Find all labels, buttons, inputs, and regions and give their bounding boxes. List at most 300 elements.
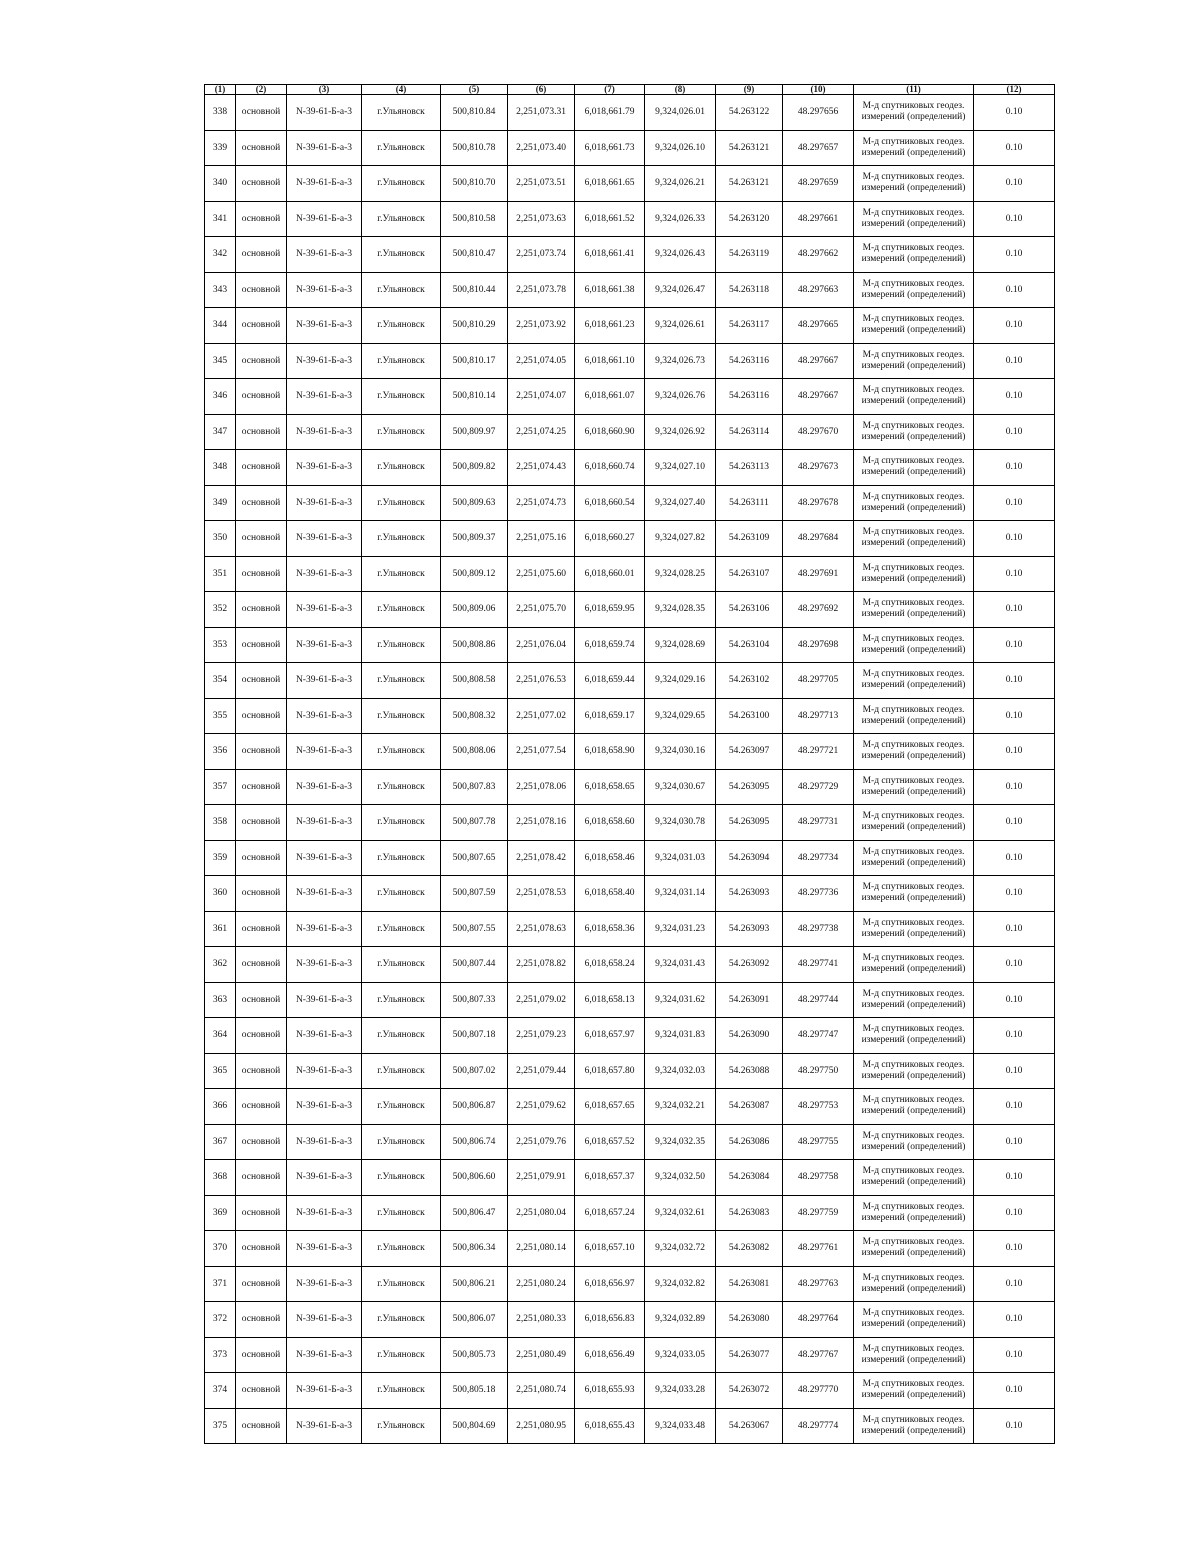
cell-coord-y: 2,251,079.44	[508, 1053, 575, 1089]
cell-longitude: 48.297656	[783, 95, 854, 131]
cell-coord-x: 500,808.86	[441, 627, 508, 663]
cell-latitude: 54.263082	[716, 1231, 783, 1267]
cell-longitude: 48.297661	[783, 201, 854, 237]
cell-point-type: основной	[236, 379, 287, 415]
cell-coord-x2: 6,018,661.73	[575, 130, 645, 166]
cell-accuracy: 0.10	[974, 1373, 1055, 1409]
cell-point-type: основной	[236, 734, 287, 770]
cell-coord-x2: 6,018,661.23	[575, 308, 645, 344]
cell-method: М-д спутниковых геодез. измерений (определений)	[854, 95, 974, 131]
cell-coord-y: 2,251,073.92	[508, 308, 575, 344]
cell-map-sheet: N-39-61-Б-а-3	[287, 130, 362, 166]
cell-locality: г.Ульяновск	[362, 592, 441, 628]
cell-coord-x: 500,807.18	[441, 1018, 508, 1054]
cell-map-sheet: N-39-61-Б-а-3	[287, 911, 362, 947]
cell-latitude: 54.263086	[716, 1124, 783, 1160]
cell-method: М-д спутниковых геодез. измерений (определений)	[854, 982, 974, 1018]
column-header: (8)	[645, 85, 716, 95]
table-row	[205, 1373, 1055, 1409]
cell-longitude: 48.297774	[783, 1408, 854, 1444]
cell-point-type: основной	[236, 947, 287, 983]
cell-accuracy: 0.10	[974, 95, 1055, 131]
cell-latitude: 54.263095	[716, 769, 783, 805]
cell-coord-y: 2,251,080.04	[508, 1195, 575, 1231]
column-header: (2)	[236, 85, 287, 95]
cell-coord-y2: 9,324,029.65	[645, 698, 716, 734]
table-row	[205, 414, 1055, 450]
cell-accuracy: 0.10	[974, 805, 1055, 841]
table-row	[205, 556, 1055, 592]
cell-accuracy: 0.10	[974, 450, 1055, 486]
cell-coord-x2: 6,018,657.65	[575, 1089, 645, 1125]
cell-coord-y2: 9,324,029.16	[645, 663, 716, 699]
cell-accuracy: 0.10	[974, 308, 1055, 344]
cell-latitude: 54.263081	[716, 1266, 783, 1302]
cell-coord-y2: 9,324,026.33	[645, 201, 716, 237]
cell-coord-y: 2,251,074.43	[508, 450, 575, 486]
cell-locality: г.Ульяновск	[362, 521, 441, 557]
cell-coord-x: 500,806.87	[441, 1089, 508, 1125]
cell-coord-y: 2,251,078.63	[508, 911, 575, 947]
column-header: (3)	[287, 85, 362, 95]
cell-coord-x2: 6,018,655.93	[575, 1373, 645, 1409]
cell-coord-x2: 6,018,658.60	[575, 805, 645, 841]
cell-longitude: 48.297665	[783, 308, 854, 344]
cell-coord-x2: 6,018,661.65	[575, 166, 645, 202]
cell-point-number: 347	[205, 414, 236, 450]
cell-coord-y2: 9,324,026.61	[645, 308, 716, 344]
cell-coord-y: 2,251,079.76	[508, 1124, 575, 1160]
cell-method: М-д спутниковых геодез. измерений (определений)	[854, 805, 974, 841]
cell-coord-x: 500,806.21	[441, 1266, 508, 1302]
table-row	[205, 805, 1055, 841]
cell-coord-x2: 6,018,661.10	[575, 343, 645, 379]
cell-map-sheet: N-39-61-Б-а-3	[287, 521, 362, 557]
cell-coord-y2: 9,324,032.35	[645, 1124, 716, 1160]
cell-coord-y: 2,251,073.31	[508, 95, 575, 131]
table-row	[205, 95, 1055, 131]
cell-accuracy: 0.10	[974, 1408, 1055, 1444]
cell-accuracy: 0.10	[974, 947, 1055, 983]
cell-coord-y: 2,251,079.91	[508, 1160, 575, 1196]
cell-map-sheet: N-39-61-Б-а-3	[287, 734, 362, 770]
cell-coord-y: 2,251,077.54	[508, 734, 575, 770]
cell-coord-x2: 6,018,658.13	[575, 982, 645, 1018]
cell-latitude: 54.263091	[716, 982, 783, 1018]
cell-method: М-д спутниковых геодез. измерений (определений)	[854, 592, 974, 628]
cell-map-sheet: N-39-61-Б-а-3	[287, 627, 362, 663]
cell-method: М-д спутниковых геодез. измерений (определений)	[854, 1124, 974, 1160]
cell-coord-x: 500,808.58	[441, 663, 508, 699]
cell-point-type: основной	[236, 485, 287, 521]
cell-map-sheet: N-39-61-Б-а-3	[287, 1408, 362, 1444]
table-row	[205, 343, 1055, 379]
cell-coord-y2: 9,324,032.72	[645, 1231, 716, 1267]
cell-point-type: основной	[236, 1160, 287, 1196]
cell-coord-x: 500,810.58	[441, 201, 508, 237]
cell-point-number: 371	[205, 1266, 236, 1302]
cell-accuracy: 0.10	[974, 734, 1055, 770]
cell-map-sheet: N-39-61-Б-а-3	[287, 1018, 362, 1054]
cell-accuracy: 0.10	[974, 663, 1055, 699]
cell-map-sheet: N-39-61-Б-а-3	[287, 1266, 362, 1302]
cell-method: М-д спутниковых геодез. измерений (определений)	[854, 1089, 974, 1125]
cell-coord-y: 2,251,080.14	[508, 1231, 575, 1267]
cell-longitude: 48.297729	[783, 769, 854, 805]
cell-longitude: 48.297738	[783, 911, 854, 947]
cell-longitude: 48.297705	[783, 663, 854, 699]
cell-point-type: основной	[236, 95, 287, 131]
cell-locality: г.Ульяновск	[362, 1018, 441, 1054]
cell-coord-y: 2,251,079.23	[508, 1018, 575, 1054]
cell-coord-y2: 9,324,031.03	[645, 840, 716, 876]
cell-coord-x: 500,807.65	[441, 840, 508, 876]
cell-longitude: 48.297761	[783, 1231, 854, 1267]
table-row	[205, 237, 1055, 273]
cell-method: М-д спутниковых геодез. измерений (определений)	[854, 1018, 974, 1054]
cell-locality: г.Ульяновск	[362, 805, 441, 841]
cell-coord-y2: 9,324,026.01	[645, 95, 716, 131]
cell-point-number: 358	[205, 805, 236, 841]
cell-point-type: основной	[236, 308, 287, 344]
cell-coord-x2: 6,018,656.49	[575, 1337, 645, 1373]
cell-coord-y: 2,251,077.02	[508, 698, 575, 734]
column-header: (6)	[508, 85, 575, 95]
cell-locality: г.Ульяновск	[362, 166, 441, 202]
cell-coord-y2: 9,324,026.43	[645, 237, 716, 273]
cell-map-sheet: N-39-61-Б-а-3	[287, 805, 362, 841]
cell-coord-y: 2,251,080.49	[508, 1337, 575, 1373]
cell-point-type: основной	[236, 201, 287, 237]
table-row	[205, 1018, 1055, 1054]
cell-coord-x: 500,810.44	[441, 272, 508, 308]
cell-map-sheet: N-39-61-Б-а-3	[287, 592, 362, 628]
cell-locality: г.Ульяновск	[362, 1266, 441, 1302]
cell-latitude: 54.263120	[716, 201, 783, 237]
table-row	[205, 627, 1055, 663]
cell-coord-y2: 9,324,032.89	[645, 1302, 716, 1338]
cell-point-number: 361	[205, 911, 236, 947]
table-row	[205, 734, 1055, 770]
table-row	[205, 485, 1055, 521]
cell-point-number: 349	[205, 485, 236, 521]
cell-point-number: 341	[205, 201, 236, 237]
cell-coord-y2: 9,324,026.47	[645, 272, 716, 308]
cell-coord-y: 2,251,075.70	[508, 592, 575, 628]
cell-coord-y2: 9,324,027.40	[645, 485, 716, 521]
cell-coord-x2: 6,018,658.46	[575, 840, 645, 876]
cell-coord-y2: 9,324,032.82	[645, 1266, 716, 1302]
cell-locality: г.Ульяновск	[362, 308, 441, 344]
cell-coord-y2: 9,324,032.21	[645, 1089, 716, 1125]
cell-locality: г.Ульяновск	[362, 769, 441, 805]
cell-coord-y: 2,251,074.73	[508, 485, 575, 521]
cell-map-sheet: N-39-61-Б-а-3	[287, 1231, 362, 1267]
cell-map-sheet: N-39-61-Б-а-3	[287, 1160, 362, 1196]
table-row	[205, 1089, 1055, 1125]
cell-latitude: 54.263116	[716, 343, 783, 379]
cell-coord-x2: 6,018,658.36	[575, 911, 645, 947]
cell-latitude: 54.263094	[716, 840, 783, 876]
cell-coord-y2: 9,324,026.76	[645, 379, 716, 415]
table-row	[205, 769, 1055, 805]
cell-locality: г.Ульяновск	[362, 840, 441, 876]
cell-point-type: основной	[236, 911, 287, 947]
cell-point-type: основной	[236, 1337, 287, 1373]
table-row	[205, 308, 1055, 344]
cell-coord-y2: 9,324,031.83	[645, 1018, 716, 1054]
cell-coord-x2: 6,018,660.54	[575, 485, 645, 521]
cell-point-type: основной	[236, 521, 287, 557]
cell-latitude: 54.263116	[716, 379, 783, 415]
column-header: (4)	[362, 85, 441, 95]
cell-longitude: 48.297744	[783, 982, 854, 1018]
cell-coord-y2: 9,324,031.23	[645, 911, 716, 947]
cell-coord-y2: 9,324,031.14	[645, 876, 716, 912]
cell-point-number: 356	[205, 734, 236, 770]
cell-longitude: 48.297741	[783, 947, 854, 983]
column-header: (12)	[974, 85, 1055, 95]
cell-accuracy: 0.10	[974, 237, 1055, 273]
cell-point-type: основной	[236, 450, 287, 486]
cell-point-type: основной	[236, 876, 287, 912]
cell-point-number: 360	[205, 876, 236, 912]
cell-method: М-д спутниковых геодез. измерений (определений)	[854, 379, 974, 415]
cell-point-number: 355	[205, 698, 236, 734]
cell-coord-x: 500,805.73	[441, 1337, 508, 1373]
cell-latitude: 54.263111	[716, 485, 783, 521]
cell-coord-y2: 9,324,026.21	[645, 166, 716, 202]
cell-locality: г.Ульяновск	[362, 1337, 441, 1373]
cell-map-sheet: N-39-61-Б-а-3	[287, 1053, 362, 1089]
cell-point-number: 364	[205, 1018, 236, 1054]
cell-point-number: 342	[205, 237, 236, 273]
table-row	[205, 1337, 1055, 1373]
cell-point-number: 375	[205, 1408, 236, 1444]
cell-map-sheet: N-39-61-Б-а-3	[287, 272, 362, 308]
cell-point-number: 352	[205, 592, 236, 628]
cell-locality: г.Ульяновск	[362, 485, 441, 521]
cell-method: М-д спутниковых геодез. измерений (определений)	[854, 130, 974, 166]
cell-point-type: основной	[236, 663, 287, 699]
cell-map-sheet: N-39-61-Б-а-3	[287, 1302, 362, 1338]
cell-point-number: 373	[205, 1337, 236, 1373]
cell-latitude: 54.263102	[716, 663, 783, 699]
cell-coord-x2: 6,018,657.52	[575, 1124, 645, 1160]
cell-method: М-д спутниковых геодез. измерений (определений)	[854, 1195, 974, 1231]
cell-point-number: 366	[205, 1089, 236, 1125]
cell-latitude: 54.263080	[716, 1302, 783, 1338]
cell-coord-y2: 9,324,030.67	[645, 769, 716, 805]
cell-latitude: 54.263072	[716, 1373, 783, 1409]
cell-point-type: основной	[236, 343, 287, 379]
cell-longitude: 48.297663	[783, 272, 854, 308]
table-row	[205, 592, 1055, 628]
cell-point-type: основной	[236, 237, 287, 273]
cell-coord-y: 2,251,078.42	[508, 840, 575, 876]
cell-map-sheet: N-39-61-Б-а-3	[287, 840, 362, 876]
cell-coord-y: 2,251,078.16	[508, 805, 575, 841]
cell-coord-x: 500,807.59	[441, 876, 508, 912]
cell-coord-y: 2,251,080.24	[508, 1266, 575, 1302]
cell-longitude: 48.297758	[783, 1160, 854, 1196]
cell-point-type: основной	[236, 1266, 287, 1302]
cell-point-number: 345	[205, 343, 236, 379]
cell-accuracy: 0.10	[974, 130, 1055, 166]
cell-point-number: 351	[205, 556, 236, 592]
cell-coord-x2: 6,018,658.40	[575, 876, 645, 912]
cell-locality: г.Ульяновск	[362, 1231, 441, 1267]
cell-accuracy: 0.10	[974, 1053, 1055, 1089]
cell-coord-x2: 6,018,658.24	[575, 947, 645, 983]
cell-locality: г.Ульяновск	[362, 1302, 441, 1338]
cell-method: М-д спутниковых геодез. измерений (определений)	[854, 911, 974, 947]
cell-coord-x2: 6,018,657.24	[575, 1195, 645, 1231]
cell-locality: г.Ульяновск	[362, 627, 441, 663]
table-row	[205, 1231, 1055, 1267]
cell-coord-x2: 6,018,657.37	[575, 1160, 645, 1196]
cell-coord-x2: 6,018,661.79	[575, 95, 645, 131]
cell-map-sheet: N-39-61-Б-а-3	[287, 947, 362, 983]
cell-coord-y2: 9,324,030.16	[645, 734, 716, 770]
cell-accuracy: 0.10	[974, 521, 1055, 557]
cell-coord-y2: 9,324,030.78	[645, 805, 716, 841]
cell-coord-x2: 6,018,659.74	[575, 627, 645, 663]
cell-locality: г.Ульяновск	[362, 1195, 441, 1231]
cell-coord-x2: 6,018,656.97	[575, 1266, 645, 1302]
cell-coord-x: 500,804.69	[441, 1408, 508, 1444]
cell-coord-x: 500,807.78	[441, 805, 508, 841]
cell-method: М-д спутниковых геодез. измерений (определений)	[854, 343, 974, 379]
column-header: (11)	[854, 85, 974, 95]
cell-accuracy: 0.10	[974, 414, 1055, 450]
cell-method: М-д спутниковых геодез. измерений (определений)	[854, 1337, 974, 1373]
cell-coord-x: 500,805.18	[441, 1373, 508, 1409]
cell-latitude: 54.263067	[716, 1408, 783, 1444]
column-header: (5)	[441, 85, 508, 95]
cell-point-number: 340	[205, 166, 236, 202]
table-row	[205, 1266, 1055, 1302]
cell-method: М-д спутниковых геодез. измерений (определений)	[854, 1302, 974, 1338]
cell-coord-x: 500,809.37	[441, 521, 508, 557]
cell-coord-y2: 9,324,033.48	[645, 1408, 716, 1444]
cell-coord-x2: 6,018,660.90	[575, 414, 645, 450]
cell-latitude: 54.263109	[716, 521, 783, 557]
cell-longitude: 48.297753	[783, 1089, 854, 1125]
cell-coord-y: 2,251,073.51	[508, 166, 575, 202]
cell-point-type: основной	[236, 982, 287, 1018]
cell-map-sheet: N-39-61-Б-а-3	[287, 343, 362, 379]
cell-coord-x: 500,810.47	[441, 237, 508, 273]
cell-coord-y: 2,251,076.04	[508, 627, 575, 663]
cell-accuracy: 0.10	[974, 201, 1055, 237]
cell-locality: г.Ульяновск	[362, 1053, 441, 1089]
cell-point-type: основной	[236, 1124, 287, 1160]
cell-point-number: 344	[205, 308, 236, 344]
cell-coord-x: 500,810.70	[441, 166, 508, 202]
cell-locality: г.Ульяновск	[362, 1089, 441, 1125]
cell-accuracy: 0.10	[974, 876, 1055, 912]
cell-map-sheet: N-39-61-Б-а-3	[287, 769, 362, 805]
cell-point-type: основной	[236, 272, 287, 308]
table-row	[205, 982, 1055, 1018]
cell-latitude: 54.263119	[716, 237, 783, 273]
cell-point-number: 367	[205, 1124, 236, 1160]
cell-coord-y: 2,251,079.02	[508, 982, 575, 1018]
cell-point-type: основной	[236, 840, 287, 876]
cell-accuracy: 0.10	[974, 769, 1055, 805]
cell-longitude: 48.297684	[783, 521, 854, 557]
cell-coord-x: 500,808.32	[441, 698, 508, 734]
cell-longitude: 48.297764	[783, 1302, 854, 1338]
cell-longitude: 48.297736	[783, 876, 854, 912]
cell-locality: г.Ульяновск	[362, 663, 441, 699]
cell-accuracy: 0.10	[974, 1124, 1055, 1160]
cell-coord-y: 2,251,079.62	[508, 1089, 575, 1125]
cell-latitude: 54.263088	[716, 1053, 783, 1089]
cell-map-sheet: N-39-61-Б-а-3	[287, 95, 362, 131]
cell-latitude: 54.263093	[716, 911, 783, 947]
cell-coord-y2: 9,324,028.35	[645, 592, 716, 628]
cell-map-sheet: N-39-61-Б-а-3	[287, 1089, 362, 1125]
cell-latitude: 54.263121	[716, 130, 783, 166]
cell-accuracy: 0.10	[974, 982, 1055, 1018]
cell-method: М-д спутниковых геодез. измерений (определений)	[854, 1266, 974, 1302]
cell-coord-x: 500,806.74	[441, 1124, 508, 1160]
cell-point-type: основной	[236, 166, 287, 202]
cell-latitude: 54.263107	[716, 556, 783, 592]
table-body	[205, 95, 1055, 1444]
cell-point-type: основной	[236, 592, 287, 628]
cell-coord-y2: 9,324,026.10	[645, 130, 716, 166]
cell-coord-y: 2,251,078.82	[508, 947, 575, 983]
cell-coord-x2: 6,018,659.17	[575, 698, 645, 734]
cell-point-number: 369	[205, 1195, 236, 1231]
cell-point-type: основной	[236, 1231, 287, 1267]
cell-method: М-д спутниковых геодез. измерений (определений)	[854, 237, 974, 273]
cell-method: М-д спутниковых геодез. измерений (определений)	[854, 1160, 974, 1196]
cell-coord-y: 2,251,073.74	[508, 237, 575, 273]
cell-coord-x: 500,809.82	[441, 450, 508, 486]
cell-map-sheet: N-39-61-Б-а-3	[287, 308, 362, 344]
cell-latitude: 54.263100	[716, 698, 783, 734]
cell-method: М-д спутниковых геодез. измерений (определений)	[854, 769, 974, 805]
cell-map-sheet: N-39-61-Б-а-3	[287, 663, 362, 699]
cell-coord-y: 2,251,075.60	[508, 556, 575, 592]
cell-method: М-д спутниковых геодез. измерений (определений)	[854, 556, 974, 592]
cell-locality: г.Ульяновск	[362, 982, 441, 1018]
cell-map-sheet: N-39-61-Б-а-3	[287, 876, 362, 912]
table-row	[205, 1195, 1055, 1231]
table-row	[205, 663, 1055, 699]
cell-coord-y2: 9,324,028.25	[645, 556, 716, 592]
cell-accuracy: 0.10	[974, 1231, 1055, 1267]
cell-longitude: 48.297667	[783, 379, 854, 415]
cell-locality: г.Ульяновск	[362, 911, 441, 947]
table-row	[205, 1124, 1055, 1160]
cell-latitude: 54.263092	[716, 947, 783, 983]
cell-point-type: основной	[236, 627, 287, 663]
cell-accuracy: 0.10	[974, 166, 1055, 202]
cell-coord-y: 2,251,080.33	[508, 1302, 575, 1338]
cell-latitude: 54.263114	[716, 414, 783, 450]
cell-longitude: 48.297755	[783, 1124, 854, 1160]
cell-accuracy: 0.10	[974, 1018, 1055, 1054]
cell-map-sheet: N-39-61-Б-а-3	[287, 982, 362, 1018]
cell-map-sheet: N-39-61-Б-а-3	[287, 485, 362, 521]
cell-method: М-д спутниковых геодез. измерений (определений)	[854, 947, 974, 983]
cell-coord-y2: 9,324,031.43	[645, 947, 716, 983]
